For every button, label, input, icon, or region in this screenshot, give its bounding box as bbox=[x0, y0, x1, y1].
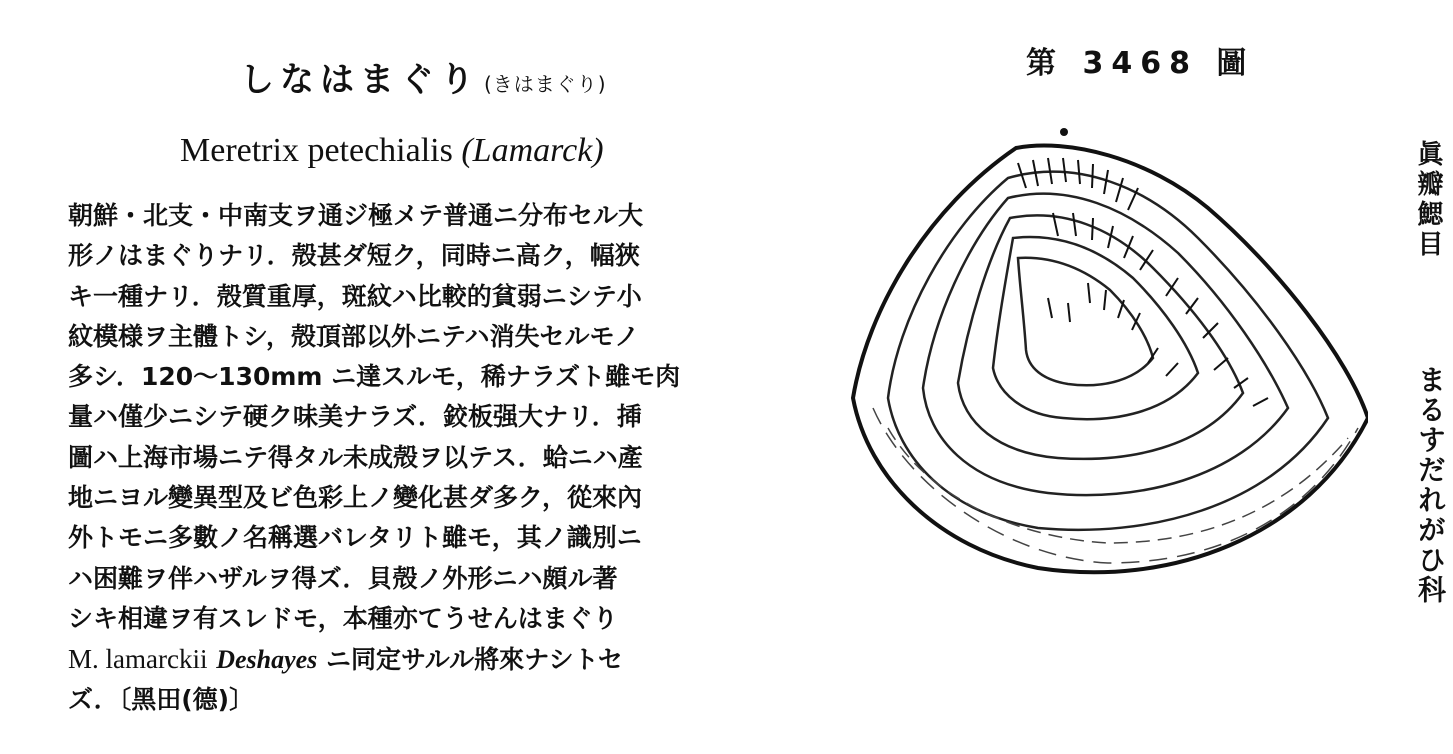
description-line: 外トモニ多數ノ名稱選バレタリト雖モ，其ノ識別ニ bbox=[68, 523, 642, 553]
related-species-note: ニ同定サルル將來ナシトセ bbox=[326, 645, 623, 675]
description-line-species bbox=[68, 639, 812, 679]
japanese-name: しなはまぐり bbox=[240, 60, 480, 100]
related-species-author: Deshayes bbox=[216, 645, 318, 675]
order-label: 眞瓣鰓目 bbox=[1413, 140, 1443, 260]
related-species-name: M. lamarckii bbox=[68, 644, 208, 675]
description-line: 朝鮮・北支・中南支ヲ通ジ極メテ普通ニ分布セル大 bbox=[68, 201, 644, 230]
description-line: 紋模様ヲ主體トシ，殻頂部以外ニテハ消失セルモノ bbox=[68, 321, 640, 351]
description-line: シキ相違ヲ有スレドモ，本種亦てうせんはまぐり bbox=[68, 603, 618, 633]
description-line: 多シ．120～130mm ニ達スルモ，稀ナラズト雖モ肉 bbox=[68, 362, 681, 392]
description-line-author: ズ．〔黑田(德)〕 bbox=[68, 684, 255, 714]
description-line: 圖ハ上海市場ニテ得タル未成殻ヲ以テス．蛤ニハ產 bbox=[68, 442, 643, 472]
authority: (Lamarck) bbox=[461, 132, 604, 169]
family-label: まるすだれがひ科 bbox=[1414, 365, 1447, 605]
figure-number: 第 3468 圖 bbox=[1026, 46, 1255, 81]
scientific-name: Meretrix petechialis bbox=[180, 132, 453, 169]
umbo-dot bbox=[1060, 128, 1068, 136]
description-line: ハ困難ヲ伴ハザルヲ得ズ．貝殻ノ外形ニハ頗ル著 bbox=[68, 563, 618, 593]
description-line: 量ハ僅少ニシテ硬ク味美ナラズ．鉸板强大ナリ．揷 bbox=[68, 402, 642, 432]
description-line: キ一種ナリ．殻質重厚，斑紋ハ比較的貧弱ニシテ小 bbox=[68, 281, 642, 311]
scientific-name-line bbox=[180, 132, 604, 170]
description-line: 形ノはまぐりナリ．殻甚ダ短ク，同時ニ高ク，幅狹 bbox=[68, 241, 640, 271]
alternate-name: (きはまぐり) bbox=[484, 72, 607, 96]
description-text bbox=[68, 196, 812, 720]
description-line: 地ニヨル變異型及ビ色彩上ノ變化甚ダ多ク，從來內 bbox=[68, 483, 643, 513]
clam-shell-illustration bbox=[848, 118, 1368, 588]
species-title bbox=[240, 52, 607, 101]
